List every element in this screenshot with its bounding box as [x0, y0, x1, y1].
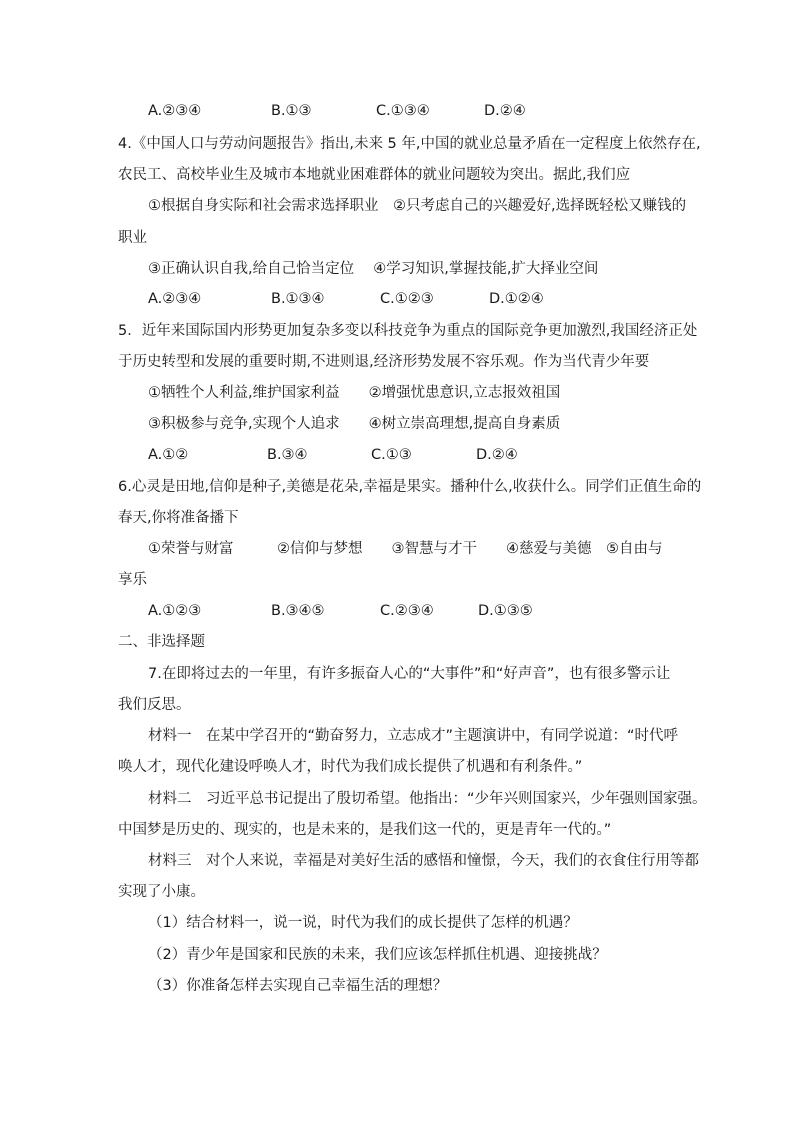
material-2-line1: 材料二 习近平总书记提出了殷切希望。他指出：“少年兴则国家兴，少年强则国家强。 — [148, 791, 707, 807]
q4-item-line2: 职业 — [118, 230, 147, 246]
material-3-line1: 材料三 对个人来说，幸福是对美好生活的感悟和憧憬，今天，我们的衣食住行用等都 — [148, 853, 699, 869]
q7-sub-question-3: （3）你准备怎样去实现自己幸福生活的理想？ — [148, 978, 448, 994]
q5-item-line1: ①牺牲个人利益,维护国家利益 ②增强忧患意识,立志报效祖国 — [148, 385, 561, 401]
q5-options — [148, 445, 668, 465]
q5-option-a: A.①② — [148, 447, 189, 463]
q4-option-b: B.①③④ — [271, 291, 325, 307]
q3-option-a: A.②③④ — [148, 103, 202, 119]
material-3-line2: 实现了小康。 — [118, 884, 205, 900]
q3-option-c: C.①③④ — [376, 103, 430, 119]
q6-option-a: A.①②③ — [148, 603, 202, 619]
q7-stem-line2: 我们反思。 — [118, 697, 191, 713]
q4-stem-line2: 农民工、高校毕业生及城市本地就业困难群体的就业问题较为突出。据此,我们应 — [118, 167, 631, 183]
q4-option-c: C.①②③ — [380, 291, 434, 307]
q3-option-d: D.②④ — [484, 103, 526, 119]
section-heading: 二、非选择题 — [118, 634, 205, 650]
q3-option-b: B.①③ — [271, 103, 312, 119]
q6-stem-line1: 6.心灵是田地,信仰是种子,美德是花朵,幸福是果实。播种什么,收获什么。同学们正值生命的 — [118, 479, 702, 495]
q3-options — [148, 101, 668, 121]
q4-item-line1: ①根据自身实际和社会需求选择职业 ②只考虑自己的兴趣爱好,选择既轻松又赚钱的 — [148, 198, 687, 214]
q6-option-c: C.②③④ — [380, 603, 434, 619]
q7-sub-question-1: （1）结合材料一，说一说，时代为我们的成长提供了怎样的机遇？ — [148, 915, 578, 931]
q5-option-d: D.②④ — [476, 447, 518, 463]
q6-stem-line2: 春天,你将准备播下 — [118, 510, 239, 526]
q5-item-line2: ③积极参与竞争,实现个人追求 ④树立崇高理想,提高自身素质 — [148, 416, 561, 432]
material-1-line2: 唤人才，现代化建设呼唤人才，时代为我们成长提供了机遇和有利条件。” — [118, 759, 583, 775]
q6-options — [148, 601, 668, 621]
q7-sub-question-2: （2）青少年是国家和民族的未来，我们应该怎样抓住机遇、迎接挑战？ — [148, 947, 607, 963]
material-1-line1: 材料一 在某中学召开的“勤奋努力，立志成才”主题演讲中，有同学说道：“时代呼 — [148, 728, 679, 744]
q7-stem-line1: 7.在即将过去的一年里，有许多振奋人心的“大事件”和“好声音”，也有很多警示让 — [148, 666, 671, 682]
q4-stem-line1: 4.《中国人口与劳动问题报告》指出,未来 5 年,中国的就业总量矛盾在一定程度上依然存在, — [118, 136, 701, 152]
q4-option-a: A.②③④ — [148, 291, 202, 307]
q6-item-line1: ①荣誉与财富 ②信仰与梦想 ③智慧与才干 ④慈爱与美德 ⑤自由与 — [148, 541, 663, 557]
q4-item-line3: ③正确认识自我,给自己恰当定位 ④学习知识,掌握技能,扩大择业空间 — [148, 261, 599, 277]
q5-option-c: C.①③ — [371, 447, 412, 463]
q5-option-b: B.③④ — [267, 447, 308, 463]
q4-options — [148, 289, 668, 309]
q6-item-line2: 享乐 — [118, 572, 147, 588]
q5-stem-line2: 于历史转型和发展的重要时期,不进则退,经济形势发展不容乐观。作为当代青少年要 — [118, 354, 650, 370]
q4-option-d: D.①②④ — [489, 291, 544, 307]
q6-option-d: D.①③⑤ — [478, 603, 533, 619]
q5-stem-line1: 5．近年来国际国内形势更加复杂多变以科技竞争为重点的国际竞争更加激烈,我国经济正处 — [118, 323, 698, 339]
material-2-line2: 中国梦是历史的、现实的，也是未来的，是我们这一代的，更是青年一代的。” — [118, 822, 612, 838]
q6-option-b: B.③④⑤ — [271, 603, 325, 619]
